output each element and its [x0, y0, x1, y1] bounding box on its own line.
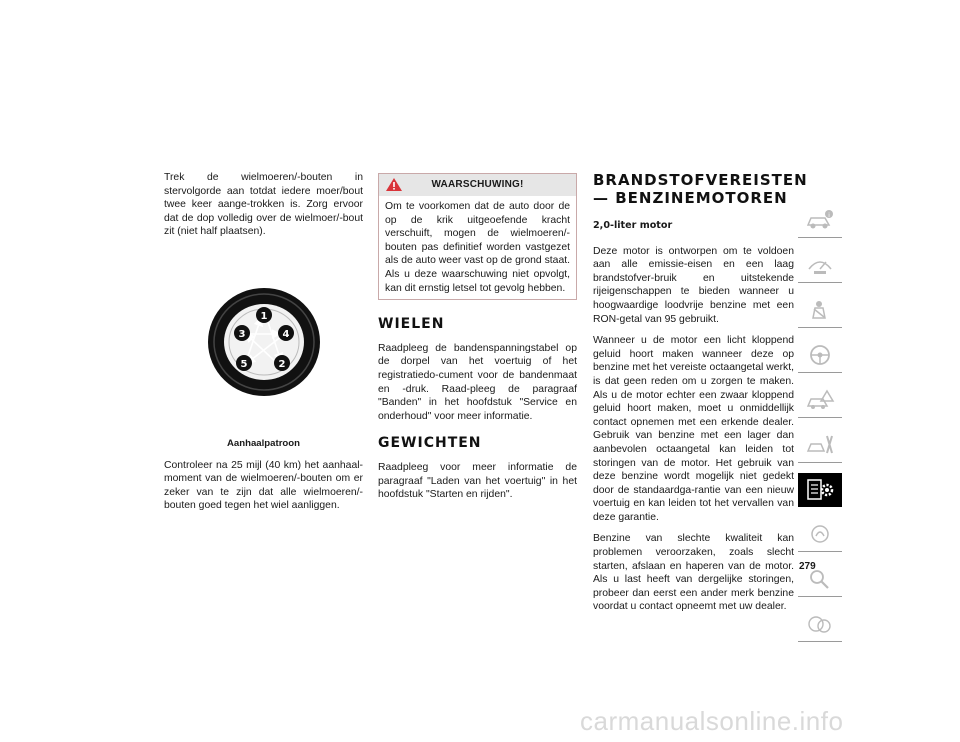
tightening-pattern-figure — [164, 247, 363, 437]
column-middle — [378, 173, 577, 510]
watermark: carmanualsonline.info — [580, 706, 844, 736]
tab-driving[interactable] — [798, 338, 842, 373]
tab-language[interactable] — [798, 607, 842, 642]
gewichten-paragraph: Raadpleeg voor meer informatie de paragraaf "Laden van het voertuig" in het hoofdstuk "Starten en rijden". — [378, 461, 577, 501]
dashboard-warning-icon — [805, 253, 835, 277]
warning-title: WAARSCHUWING! — [431, 179, 524, 191]
torque-paragraph: Trek de wielmoeren/-bouten in stervolgorde aan totdat iedere moer/bout twee keer aange-trokken is. Zorg ervoor dat de dop volledig over de wielmoer/-bout zit (niet half plaatsen). — [164, 172, 363, 238]
warning-triangle-icon — [385, 177, 403, 192]
fuel-paragraph-2: Wanneer u de motor een licht kloppend geluid hoort maken wanneer deze op benzine met het vereiste octaangetal werkt, is dat geen reden om u zorgen te maken. Als u de motor echter een zwaar kloppend geluid hoort maken, moet u onmiddellijk contact opnemen met een erkende dealer. Gebruik van benzine met een lager dan aanbevolen octaangetal kan leiden tot storingen van de motor. Het gebruik van deze benzine wordt mogelijk niet gedekt door de standaardga-rantie van een nieuw voertuig en kan leiden tot het vervallen van deze garantie. — [593, 335, 794, 523]
tab-car-info[interactable] — [798, 203, 842, 238]
bolt-label-2: 2 — [278, 358, 285, 370]
engine-subheading: 2,0-liter motor — [593, 220, 673, 231]
column-left — [164, 171, 363, 521]
gewichten-heading: GEWICHTEN — [378, 435, 482, 452]
specifications-gear-icon — [805, 477, 835, 503]
chapter-tabs — [798, 203, 842, 652]
tab-service[interactable] — [798, 428, 842, 463]
tab-safety[interactable] — [798, 293, 842, 328]
retorque-paragraph: Controleer na 25 mijl (40 km) het aanhaal-moment van de wielmoeren/-bouten om er zeker van te zijn dat alle wielmoeren/-bouten goed tegen het wiel aanliggen. — [164, 459, 363, 512]
wheel-diagram — [206, 286, 322, 398]
warning-box — [378, 173, 577, 300]
tab-dashboard[interactable] — [798, 248, 842, 283]
language-icon — [805, 612, 835, 636]
page-number: 279 — [799, 561, 816, 572]
bolt-label-3: 3 — [238, 328, 245, 340]
car-hazard-icon — [805, 388, 835, 412]
tab-multimedia[interactable] — [798, 517, 842, 552]
svg-text:i: i — [828, 213, 830, 219]
tab-specifications[interactable] — [798, 473, 842, 507]
warning-header — [379, 174, 576, 196]
figure-caption: Aanhaalpatroon — [226, 437, 301, 449]
car-info-icon — [805, 208, 835, 232]
fuel-paragraph-3: Benzine van slechte kwaliteit kan problemen veroorzaken, zoals slecht starten, afslaan en haperen van de motor. Als u last heeft van dergelijke storingen, probeer dan eerst een ander merk benzine voordat u contact opneemt met uw dealer. — [593, 533, 794, 613]
tab-emergency[interactable] — [798, 383, 842, 418]
steering-wheel-icon — [805, 343, 835, 367]
fuel-requirements-heading: BRANDSTOFVEREISTEN — BENZINEMOTOREN — [593, 171, 808, 207]
wielen-paragraph: Raadpleeg de bandenspanningstabel op de dorpel van het voertuig of het registratiedo-cument voor de bandenmaat en -druk. Raad-pleeg de paragraaf "Banden" in het hoofdstuk "Service en onderhoud" voor meer informatie. — [378, 342, 577, 422]
bolt-label-4: 4 — [282, 328, 289, 340]
multimedia-icon — [805, 522, 835, 546]
bolt-label-1: 1 — [260, 310, 267, 322]
wielen-heading: WIELEN — [378, 316, 445, 333]
service-tools-icon — [805, 433, 835, 457]
fuel-paragraph-1: Deze motor is ontworpen om te voldoen aan alle emissie-eisen en een laag brandstofver-bruik en uitstekende rijeigenschappen te bieden wanneer u hoogwaardige loodvrije benzine met een RON-getal van 95 gebruikt. — [593, 245, 794, 325]
bolt-label-5: 5 — [240, 358, 247, 370]
seat-safety-icon — [805, 298, 835, 322]
warning-text: Om te voorkomen dat de auto door de op de krik uitgeoefende kracht verschuift, mogen de wielmoeren/-bouten pas definitief worden vastgezet als de auto weer vast op de grond staat. Als u deze waarschuwing niet opvolgt, kan dit ernstig letsel tot gevolg hebben. — [385, 201, 570, 294]
